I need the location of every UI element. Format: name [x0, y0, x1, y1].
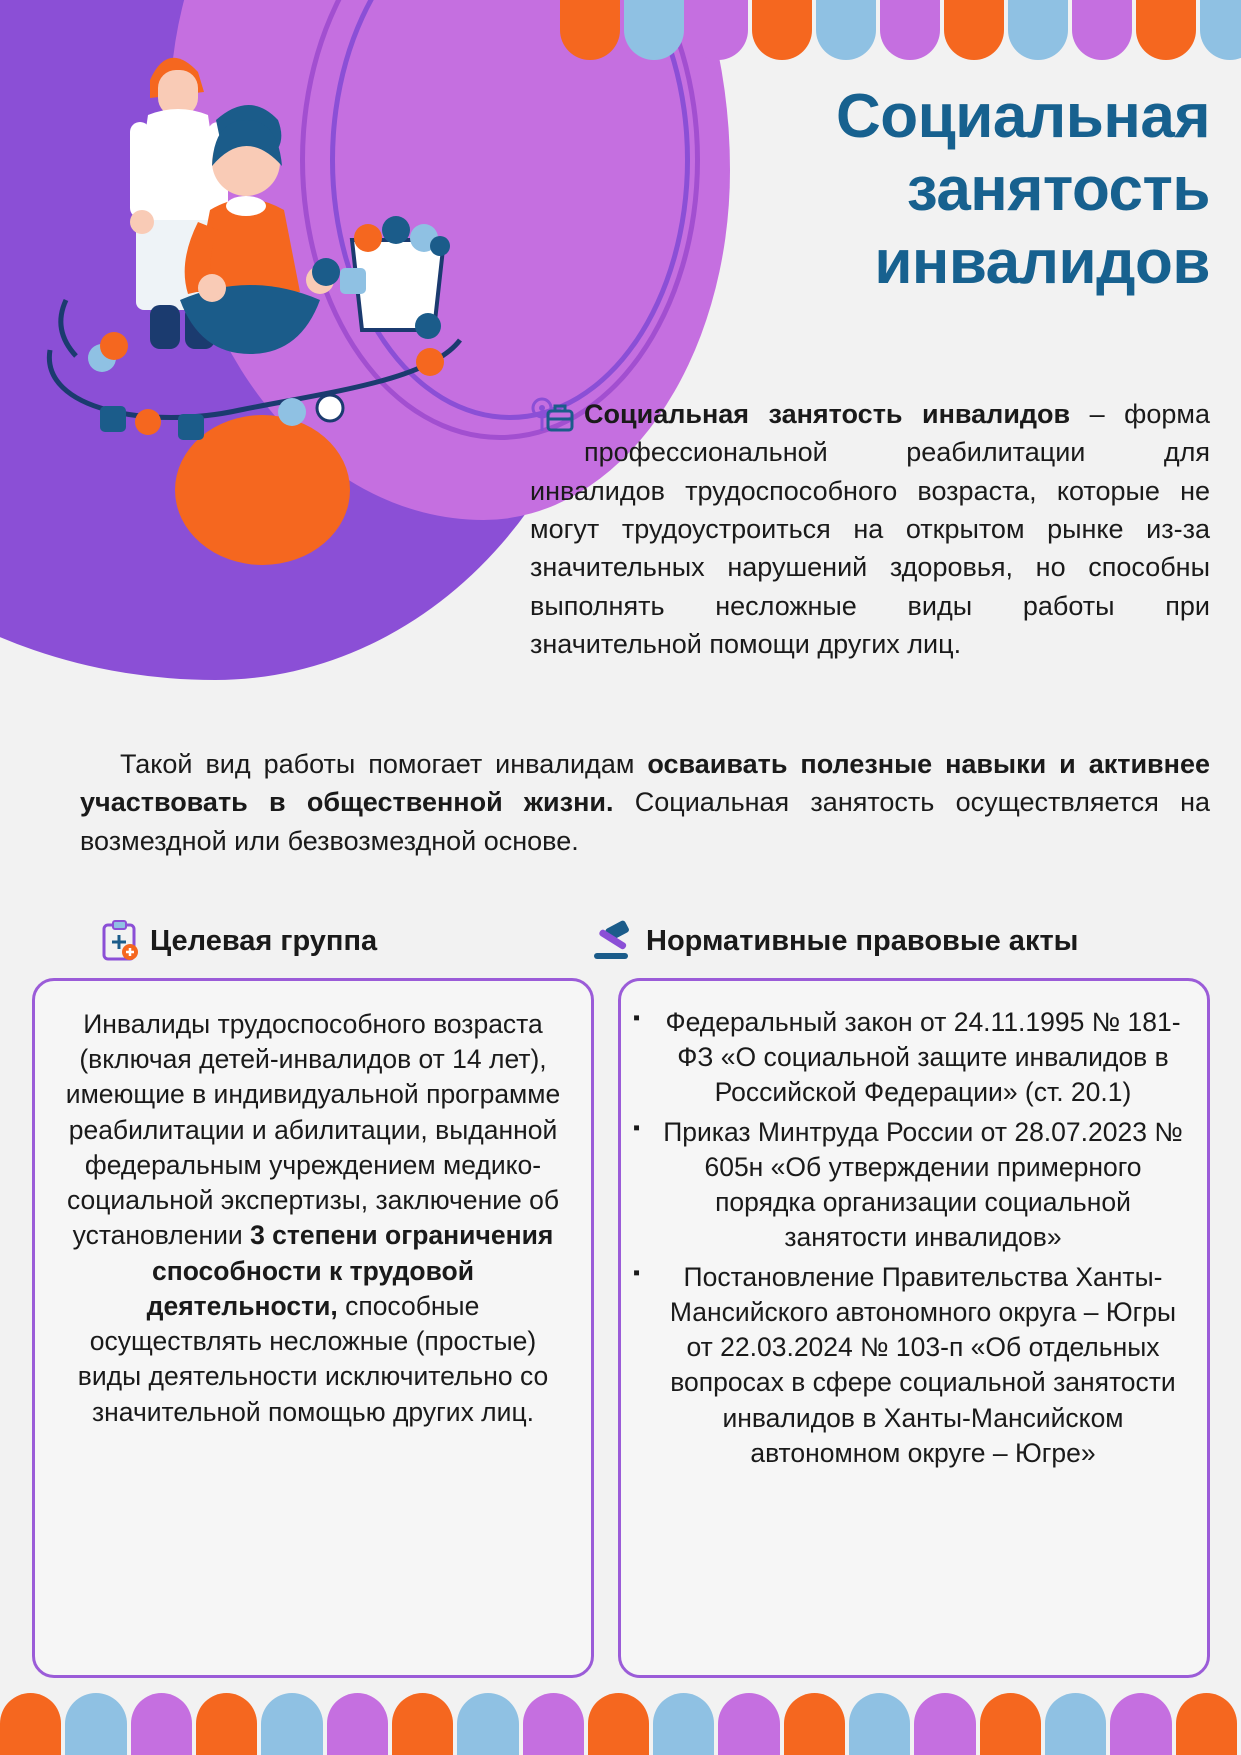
list-item: ▪ Федеральный закон от 24.11.1995 № 181-ФЗ «О социальной защите инвалидов в Российской Федерации» (ст. 20.1): [657, 1005, 1189, 1111]
clipboard-medical-icon: [100, 920, 140, 962]
target-group-heading-label: Целевая группа: [150, 924, 378, 957]
legal-acts-heading-label: Нормативные правовые акты: [646, 924, 1079, 957]
target-group-text-1: Инвалиды трудоспособного возраста (включая детей-инвалидов от 14 лет), имеющие в индивидуальной программе реабилитации и абилитации, выданной федеральным учреждением медико-социальной экспертизы, заключение об установлении: [65, 1009, 561, 1251]
page-title: [540, 80, 1210, 299]
intro-bold-lead: Социальная занятость инвалидов: [584, 399, 1071, 429]
title-line-1: Социальная: [836, 82, 1210, 151]
tag-icon: [530, 397, 576, 435]
bottom-dot-row: [0, 1693, 1241, 1755]
paragraph-2-bold: осваивать полезные навыки и активнее участвовать в общественной жизни.: [80, 749, 1210, 818]
people-illustration: [30, 10, 510, 440]
list-item: ▪ Приказ Минтруда России от 28.07.2023 № 605н «Об утверждении примерного порядка организации социальной занятости инвалидов»: [657, 1115, 1189, 1256]
title-line-3: инвалидов: [874, 228, 1210, 298]
target-group-text-2: способные осуществлять несложные (простые) виды деятельности исключительно со значительной помощью других лиц.: [77, 1290, 549, 1427]
title-line-2: занятость: [906, 155, 1210, 225]
top-dot-row: [560, 0, 1241, 60]
paragraph-2-pre: Такой вид работы помогает инвалидам: [120, 749, 648, 779]
legal-acts-heading: [590, 920, 1078, 962]
legal-acts-list: [631, 1005, 1189, 1471]
paragraph-2: [80, 745, 1210, 860]
target-group-text-bold: 3 степени ограничения способности к трудовой деятельности,: [146, 1220, 554, 1321]
list-item: ▪ Постановление Правительства Ханты-Мансийского автономного округа – Югры от 22.03.2024 № 103-п «Об отдельных вопросах в сфере социальной занятости инвалидов в Ханты-Мансийском автономном округе – Югре»: [657, 1260, 1189, 1471]
gavel-icon: [590, 920, 636, 962]
legal-acts-panel: [618, 978, 1210, 1678]
intro-rest: – форма профессиональной реабилитации для инвалидов трудоспособного возраста, которые не могут трудоустроиться на открытом рынке из-за значительных нарушений здоровья, но способны выполнять несложные виды работы при значительной помощи других лиц.: [530, 399, 1210, 659]
target-group-panel: [32, 978, 594, 1678]
target-group-heading: [100, 920, 377, 962]
paragraph-3: Социальная занятость осуществляется на возмездной или безвозмездной основе.: [80, 787, 1210, 856]
intro-paragraph: [530, 395, 1210, 663]
